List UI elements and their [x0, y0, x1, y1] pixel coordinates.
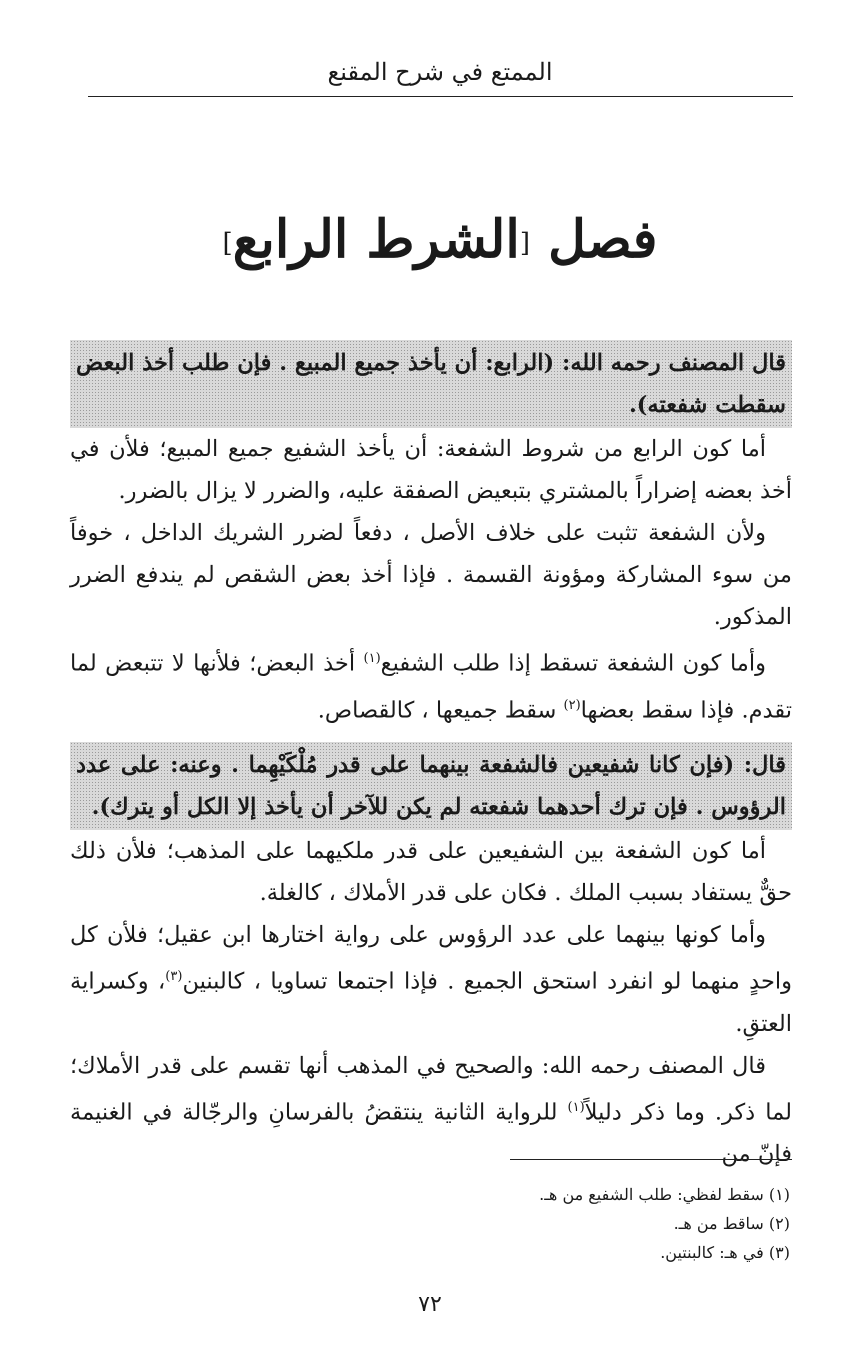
page-number: ٧٢ — [418, 1292, 442, 1317]
chapter-title-bracket-close: ] — [222, 228, 233, 259]
running-header: الممتع في شرح المقنع — [327, 58, 553, 86]
footnote-item: (٢) ساقط من هـ. — [673, 1214, 790, 1233]
chapter-title-bracket-open: [ — [519, 228, 530, 259]
matn-text: قال: (فإن كانا شفيعين فالشفعة بينهما على قدر مُلْكَيْهِما . وعنه: على عدد الرؤوس . فإن ترك أحدهما شفعته لم يكن للآخر أن يأخذ إلا الكل أو يترك). — [70, 742, 792, 830]
sharh-paragraph: أما كون الشفعة بين الشفيعين على قدر ملكيهما على المذهب؛ فلأن ذلك حقٌّ يستفاد بسبب الملك . فكان على قدر الأملاك ، كالغلة. — [70, 838, 792, 906]
footnote-ref: (١) — [567, 1099, 585, 1115]
footnote-ref: (٢) — [563, 697, 581, 713]
sharh-paragraph: أما كون الرابع من شروط الشفعة: أن يأخذ الشفيع جميع المبيع؛ فلأن في أخذ بعضه إضراراً بالمشتري بتبعيض الصفقة عليه، والضرر لا يزال بالضرر. — [70, 436, 792, 504]
chapter-title — [90, 200, 790, 284]
chapter-title-main: فصل — [548, 209, 658, 270]
footnote-ref: (٣) — [165, 969, 183, 984]
sharh-paragraph: وأما كون الشفعة تسقط إذا طلب الشفيع$^{(١)}$ أخذ البعض؛ فلأنها لا تتبعض لما تقدم. فإذا سقط بعضها$^{(٢)}$ سقط جميعها ، كالقصاص. — [70, 650, 792, 723]
footnote-rule — [510, 1159, 792, 1160]
sharh-block-2 — [70, 830, 792, 1175]
footnotes — [300, 1180, 790, 1267]
footnote-item: (١) سقط لفظي: طلب الشفيع من هـ. — [539, 1185, 790, 1204]
chapter-title-inner: الشرط الرابع — [232, 209, 520, 270]
header-rule — [88, 96, 793, 97]
sharh-paragraph: ولأن الشفعة تثبت على خلاف الأصل ، دفعاً لضرر الشريك الداخل ، خوفاً من سوء المشاركة ومؤونة القسمة . فإذا أخذ بعض الشقص لم يندفع الضرر المذكور. — [70, 520, 792, 630]
matn-text: قال المصنف رحمه الله: (الرابع: أن يأخذ جميع المبيع . فإن طلب أخذ البعض سقطت شفعته). — [70, 340, 792, 428]
footnote-ref: (١) — [363, 651, 381, 666]
footnote-item: (٣) في هـ: كالبنتين. — [660, 1243, 790, 1262]
matn-block-2 — [70, 742, 792, 830]
sharh-block-1 — [70, 428, 792, 731]
sharh-paragraph: وأما كونها بينهما على عدد الرؤوس على رواية اختارها ابن عقيل؛ فلأن كل واحدٍ منهما لو انفرد استحق الجميع . فإذا اجتمعا تساويا ، كالبنين$^{(٣)}$، وكسراية العتقِ. — [70, 922, 792, 1037]
sharh-paragraph: قال المصنف رحمه الله: والصحيح في المذهب أنها تقسم على قدر الأملاك؛ لما ذكر. وما ذكر دليلاً$^{(١)}$ للرواية الثانية ينتقضُ بالفرسانِ والرجّالة في الغنيمة فإنّ من — [70, 1052, 792, 1167]
matn-block-1 — [70, 340, 792, 428]
